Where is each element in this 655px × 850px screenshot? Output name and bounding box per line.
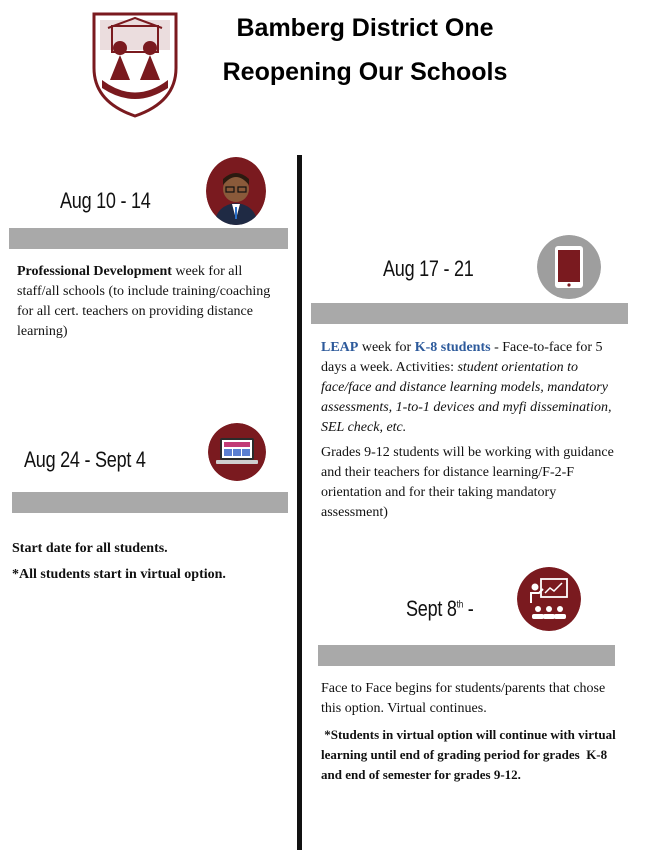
date-aug-10-14: Aug 10 - 14 (60, 188, 151, 213)
start-date-text: Start date for all students. (12, 541, 168, 556)
section-bar-sept-8 (318, 645, 615, 666)
pd-text: week for all staff/all schools (to include training/coaching for all cert. teachers on providing distance learning) (17, 264, 271, 339)
teacher-avatar-icon (206, 157, 266, 225)
title-line-2: Reopening Our Schools (222, 58, 508, 86)
sept-8-dash: - (463, 596, 474, 621)
timeline-divider (297, 155, 302, 850)
section-bar-aug-10-14 (9, 228, 288, 249)
date-sept-8 (406, 596, 474, 622)
sept-8-suffix: th (456, 599, 464, 611)
week-for-text: week for (358, 340, 415, 355)
grades-9-12-text: Grades 9-12 students will be working with guidance and their teachers for distance learning/F-2-F orientation and for their taking mandatory assessment) (321, 445, 614, 520)
k8-label: K-8 students (414, 340, 491, 355)
title-line-1: Bamberg District One (236, 14, 494, 42)
laptop-icon (208, 423, 266, 481)
virtual-option-text: *All students start in virtual option. (12, 567, 226, 582)
activities-text: student orientation to face/face and distance learning models, mandatory assessments, 1-to-1 devices and myfi dissemination, SEL check, etc. (321, 360, 612, 435)
date-aug-17-21: Aug 17 - 21 (383, 256, 474, 281)
text-aug-24-sept-4 (12, 539, 292, 585)
pd-bold-label: Professional Development (17, 264, 172, 279)
virtual-continue-text: *Students in virtual option will continue with virtual learning until end of grading period for grades K-8 and end of semester for grades 9-12. (321, 727, 619, 782)
tablet-icon (537, 235, 601, 299)
section-bar-aug-17-21 (311, 303, 628, 324)
text-aug-17-21 (321, 338, 621, 523)
classroom-presentation-icon (517, 567, 581, 631)
face-to-face-begins-text: Face to Face begins for students/parents that chose this option. Virtual continues. (321, 681, 606, 716)
text-sept-8 (321, 679, 621, 785)
text-aug-10-14 (17, 262, 287, 342)
date-aug-24-sept-4: Aug 24 - Sept 4 (24, 447, 146, 472)
sept-8-main: Sept 8 (406, 596, 457, 621)
leap-label: LEAP (321, 340, 359, 355)
face-to-face-text: - Face-to-face for 5 days a week. Activities: (321, 340, 603, 375)
district-crest (90, 10, 180, 118)
section-bar-aug-24-sept-4 (12, 492, 288, 513)
